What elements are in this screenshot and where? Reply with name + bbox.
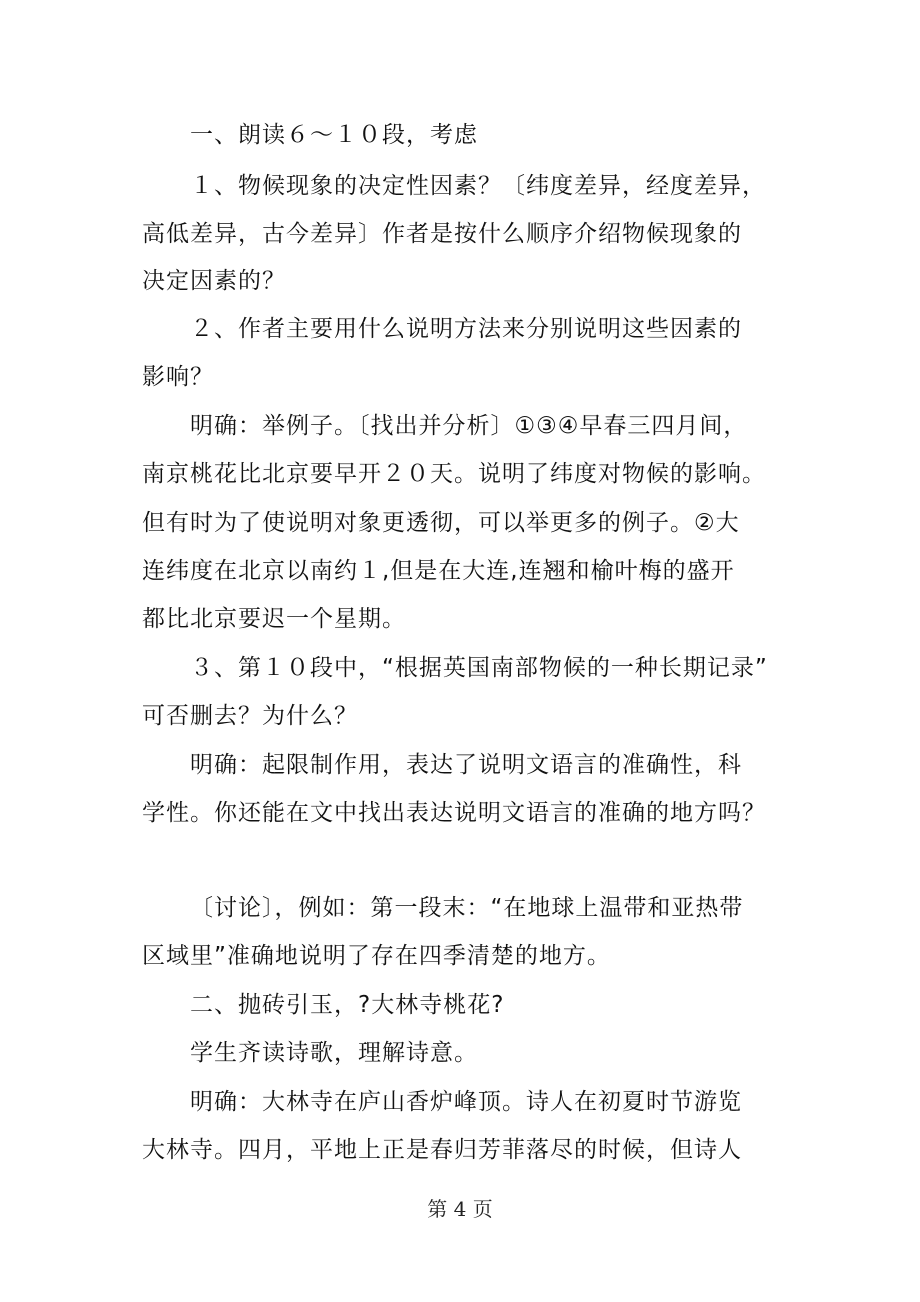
question-2-line-1: ２、作者主要用什么说明方法来分别说明这些因素的 — [190, 316, 742, 342]
question-3-line-1: ３、第１０段中，“根据英国南部物候的一种长期记录” — [190, 655, 768, 681]
question-1-line-1: １、物候现象的决定性因素？〔纬度差异，经度差异， — [190, 173, 766, 199]
page-number: 第 4 页 — [427, 1197, 493, 1221]
answer-2-line-4: 连纬度在北京以南约１,但是在大连,连翘和榆叶梅的盛开 — [142, 558, 735, 584]
heading-section-one: 一、朗读６～１０段，考虑 — [190, 122, 478, 148]
discussion-line-1: 〔讨论〕，例如：第一段末：“在地球上温带和亚热带 — [190, 895, 744, 921]
heading-section-two: 二、抛砖引玉，?大林寺桃花? — [190, 992, 505, 1018]
answer-3-line-2: 学性。你还能在文中找出表达说明文语言的准确的地方吗？ — [142, 800, 766, 826]
answer-poem-line-2: 大林寺。四月，平地上正是春归芳菲落尽的时候，但诗人 — [142, 1137, 742, 1163]
answer-poem-line-1: 明确：大林寺在庐山香炉峰顶。诗人在初夏时节游览 — [190, 1089, 742, 1115]
question-2-line-2: 影响？ — [142, 364, 214, 390]
question-3-line-2: 可否删去？为什么？ — [142, 703, 358, 729]
question-1-line-2: 高低差异，古今差异〕作者是按什么顺序介绍物候现象的 — [142, 221, 742, 247]
answer-2-line-2: 南京桃花比北京要早开２０天。说明了纬度对物候的影响。 — [142, 461, 766, 487]
instruction-line: 学生齐读诗歌，理解诗意。 — [190, 1040, 478, 1066]
question-1-line-3: 决定因素的？ — [142, 268, 286, 294]
answer-2-line-3: 但有时为了使说明对象更透彻，可以举更多的例子。②大 — [142, 510, 740, 536]
answer-2-line-1: 明确：举例子。〔找出并分析〕①③④早春三四月间， — [190, 413, 748, 439]
answer-2-line-5: 都比北京要迟一个星期。 — [142, 606, 406, 632]
discussion-line-2: 区域里”准确地说明了存在四季清楚的地方。 — [142, 943, 611, 969]
answer-3-line-1: 明确：起限制作用，表达了说明文语言的准确性，科 — [190, 752, 742, 778]
